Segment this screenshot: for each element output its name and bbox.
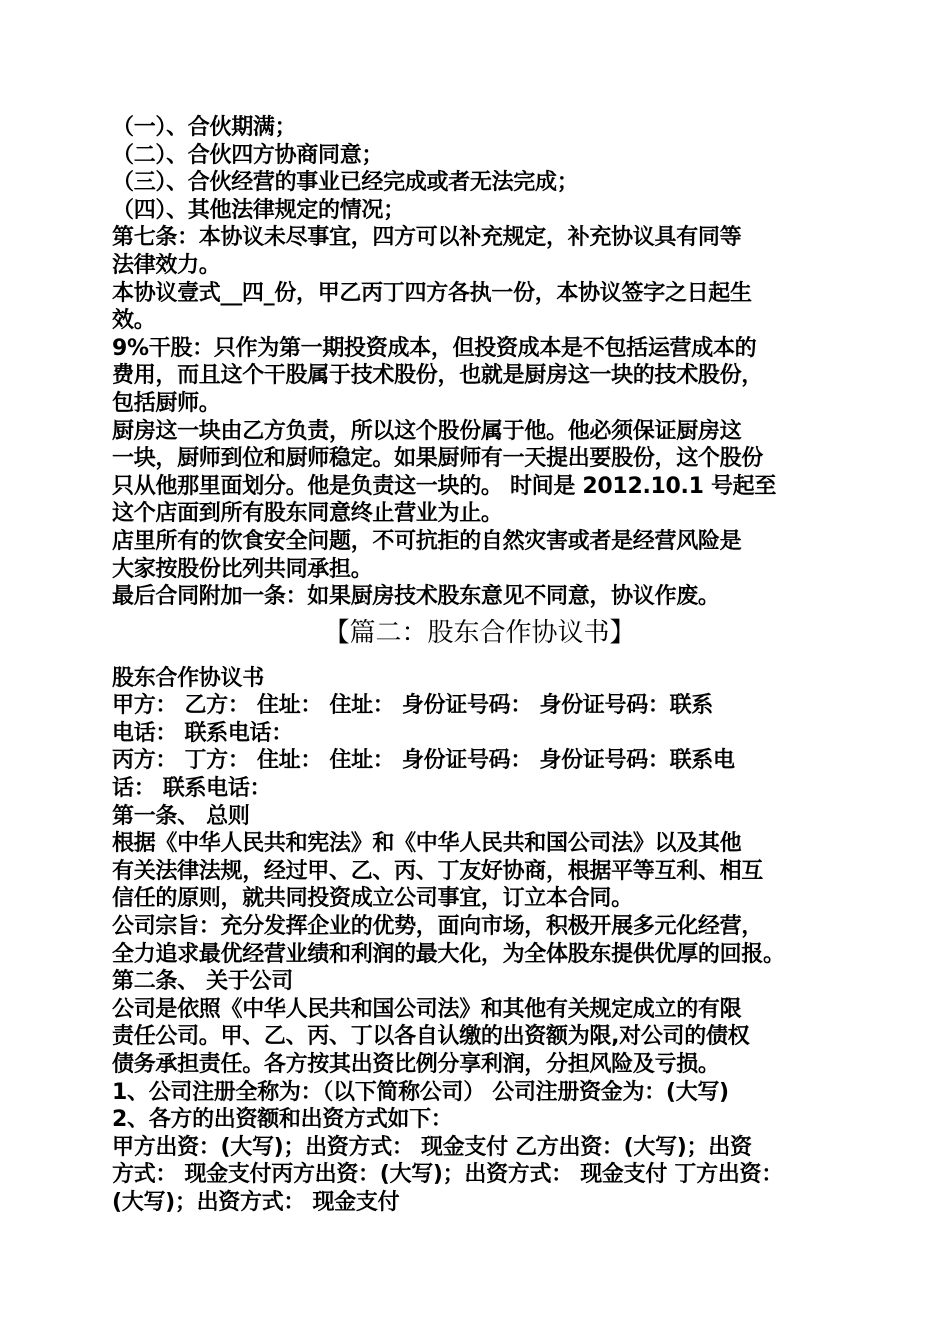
- text-line: 电话： 联系电话：: [112, 720, 293, 746]
- text-line: 有关法律法规，经过甲、乙、丙、丁友好协商，根据平等互利、相互: [112, 858, 764, 884]
- text-line: 第一条、 总则: [112, 803, 250, 829]
- text-line: 9%干股：只作为第一期投资成本，但投资成本是不包括运营成本的: [112, 335, 757, 361]
- text-line: 公司是依照《中华人民共和国公司法》和其他有关规定成立的有限: [112, 996, 742, 1022]
- text-line: 公司宗旨：充分发挥企业的优势，面向市场，积极开展多元化经营，: [112, 914, 764, 940]
- text-line: 第二条、 关于公司: [112, 969, 293, 995]
- text-line: 法律效力。: [112, 252, 221, 278]
- text-line: 2、各方的出资额和出资方式如下：: [112, 1107, 453, 1133]
- text-line: 这个店面到所有股东同意终止营业为止。: [112, 501, 503, 527]
- text-line: 本协议壹式__四_份，甲乙丙丁四方各执一份，本协议签字之日起生: [112, 280, 752, 306]
- text-line: 股东合作协议书: [112, 665, 264, 691]
- text-line: 丙方： 丁方： 住址： 住址： 身份证号码： 身份证号码：联系电: [112, 748, 735, 774]
- text-line: 包括厨师。: [112, 390, 221, 416]
- text-line: 大家按股份比列共同承担。: [112, 556, 373, 582]
- text-line: 根据《中华人民共和宪法》和《中华人民共和国公司法》以及其他: [112, 831, 742, 857]
- part1-text: [112, 114, 847, 611]
- text-line: （四）、其他法律规定的情况；: [112, 197, 405, 223]
- text-line: 费用，而且这个干股属于技术股份，也就是厨房这一块的技术股份，: [112, 363, 764, 389]
- text-line: 全力追求最优经营业绩和利润的最大化，为全体股东提供优厚的回报。: [112, 941, 785, 967]
- section-title: 【篇二：股东合作协议书】: [323, 617, 636, 648]
- document-page: [112, 114, 847, 1217]
- part2-text: [112, 665, 847, 1217]
- text-line: 最后合同附加一条：如果厨房技术股东意见不同意，协议作废。: [112, 584, 720, 610]
- text-line: 甲方出资：(大写)；出资方式： 现金支付 乙方出资：(大写)；出资: [112, 1134, 752, 1160]
- text-line: 只从他那里面划分。他是负责这一块的。 时间是 2012.10.1 号起至: [112, 473, 777, 499]
- text-line: 1、公司注册全称为：（以下简称公司） 公司注册资金为：(大写): [112, 1079, 729, 1105]
- text-line: 一块，厨师到位和厨师稳定。如果厨师有一天提出要股份，这个股份: [112, 446, 764, 472]
- text-line: （二）、合伙四方协商同意；: [112, 142, 384, 168]
- text-line: 债务承担责任。各方按其出资比例分享利润，分担风险及亏损。: [112, 1052, 720, 1077]
- text-line: （三）、合伙经营的事业已经完成或者无法完成；: [112, 170, 579, 196]
- text-line: 话： 联系电话：: [112, 776, 272, 802]
- text-line: 第七条：本协议未尽事宜，四方可以补充规定，补充协议具有同等: [112, 225, 742, 251]
- text-line: (大写)；出资方式： 现金支付: [112, 1189, 400, 1215]
- text-line: 责任公司。甲、乙、丙、丁以各自认缴的出资额为限,对公司的债权: [112, 1024, 750, 1050]
- text-line: 店里所有的饮食安全问题，不可抗拒的自然灾害或者是经营风险是: [112, 528, 742, 554]
- text-line: 甲方： 乙方： 住址： 住址： 身份证号码： 身份证号码：联系: [112, 693, 713, 719]
- text-line: （一）、合伙期满；: [112, 115, 297, 140]
- text-line: 方式： 现金支付丙方出资：(大写)；出资方式： 现金支付 丁方出资：: [112, 1162, 783, 1188]
- text-line: 厨房这一块由乙方负责，所以这个股份属于他。他必须保证厨房这: [112, 418, 742, 444]
- text-line: 效。: [112, 308, 156, 334]
- text-line: 信任的原则，就共同投资成立公司事宜，订立本合同。: [112, 886, 633, 912]
